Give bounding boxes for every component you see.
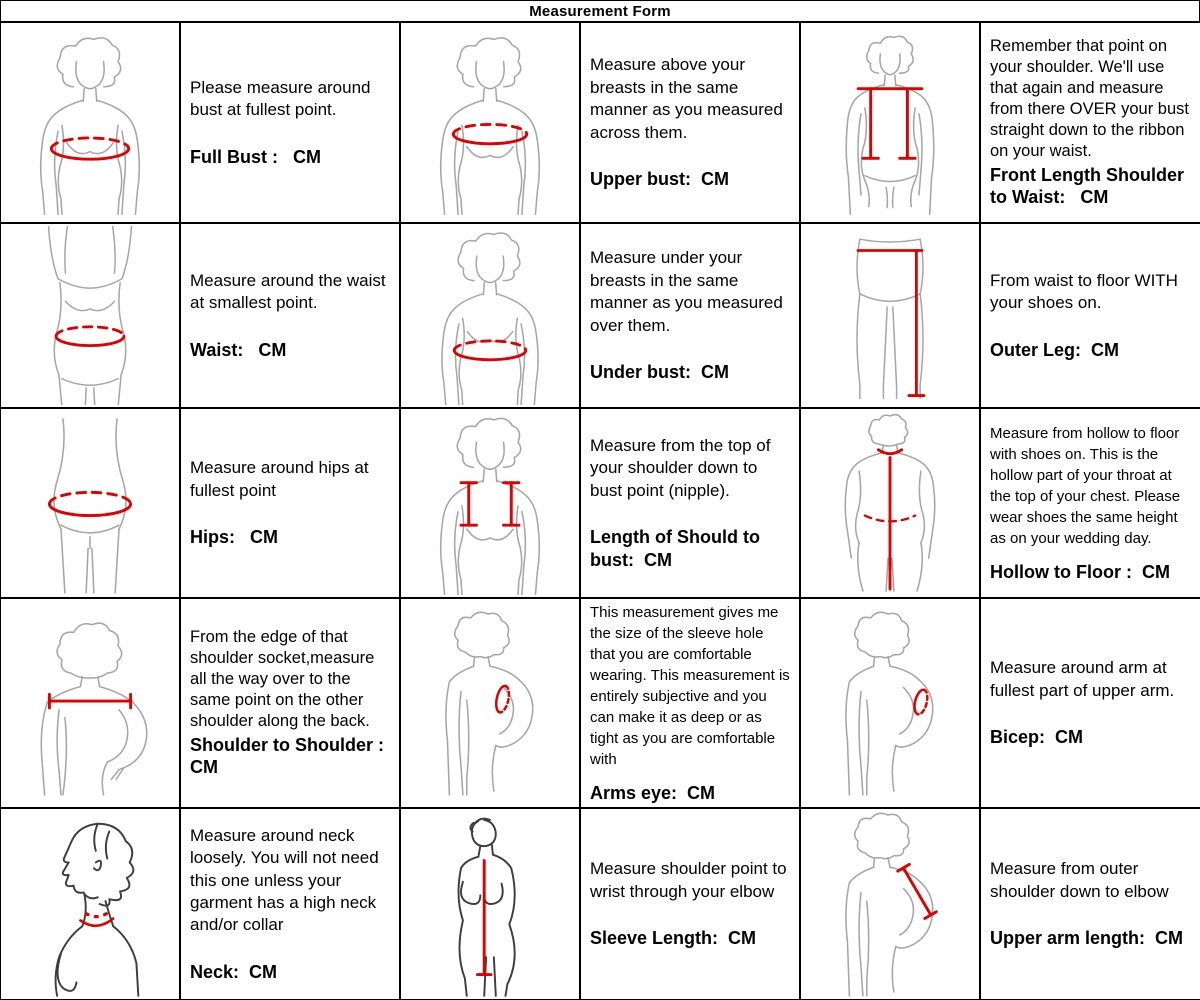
measure-label: Front Length Shoulder to Waist: CM [990,164,1189,208]
shoulder-to-shoulder-figure [1,599,181,809]
outer-leg-cell [981,224,1200,409]
bicep-figure [801,599,981,809]
measure-label: Waist: CM [190,339,287,360]
shoulder-to-bust-cell [581,409,801,599]
measure-desc: Measure around neck loosely. You will not need this one unless your garment has a high neck and/or collar [190,825,379,935]
measure-label: Hips: CM [190,527,278,548]
outer-leg-figure [801,224,981,409]
under-bust-illustration [403,226,577,405]
measure-desc: Measure around the waist at smallest point. [190,270,386,313]
neck-illustration [3,811,177,997]
measure-label: Upper arm length: CM [990,928,1184,949]
full-bust-cell [181,23,401,224]
page-title: Measurement Form [1,1,1199,23]
upper-bust-cell [581,23,801,224]
outer-leg-illustration [803,226,977,405]
sleeve-length-figure [401,809,581,999]
upper-bust-figure [401,23,581,224]
measure-label: Neck: CM [190,961,278,982]
upper-bust-illustration [403,25,577,220]
measurement-grid [1,23,1199,999]
measure-desc: This measurement gives me the size of the sleeve hole that you are comfortable wearing. This measurement is entirely subjective and you can make it as deep or as tight as you are comfortable with [590,603,790,768]
measure-desc: Measure from hollow to floor with shoes on. This is the hollow part of your throat at the top of your chest. Please wear shoes the same height as on your wedding day. [990,424,1181,547]
hollow-to-floor-figure [801,409,981,599]
measure-label: Shoulder to Shoulder : CM [190,734,390,778]
front-length-illustration [803,25,977,220]
bicep-illustration [803,601,977,805]
measure-desc: Measure around arm at fullest part of upper arm. [990,658,1175,700]
bicep-cell [981,599,1200,809]
shoulder-to-bust-illustration [403,411,577,595]
measure-desc: Measure from the top of your shoulder down to bust point (nipple). [590,435,771,500]
sleeve-length-illustration [403,811,577,997]
upper-arm-length-figure [801,809,981,999]
neck-figure [1,809,181,999]
measure-label: Length of Should to bust: CM [590,527,765,570]
sleeve-length-cell [581,809,801,999]
arms-eye-illustration [403,601,577,805]
shoulder-to-bust-figure [401,409,581,599]
hips-cell [181,409,401,599]
waist-cell [181,224,401,409]
hips-figure [1,409,181,599]
hollow-to-floor-cell [981,409,1200,599]
arms-eye-cell [581,599,801,809]
upper-arm-length-cell [981,809,1200,999]
measure-label: Sleeve Length: CM [590,928,757,949]
measure-desc: From waist to floor WITH your shoes on. [990,270,1178,313]
measure-desc: From the edge of that shoulder socket,measure all the way over to the same point on the other shoulder along the back. [190,628,375,730]
measure-desc: Remember that point on your shoulder. We'll use that again and measure from there OVER your bust straight down to the ribbon on your waist. [990,37,1189,160]
measure-desc: Measure shoulder point to wrist through your elbow [590,859,787,901]
measure-desc: Measure from outer shoulder down to elbow [990,859,1169,901]
measure-label: Full Bust : CM [190,146,321,167]
shoulder-to-shoulder-illustration [3,601,177,805]
front-length-figure [801,23,981,224]
upper-arm-length-illustration [803,811,977,997]
measure-label: Outer Leg: CM [990,339,1119,360]
neck-cell [181,809,401,999]
measure-label: Upper bust: CM [590,169,729,190]
full-bust-illustration [3,25,177,220]
hollow-to-floor-illustration [803,411,977,595]
shoulder-to-shoulder-cell [181,599,401,809]
measure-desc: Measure above your breasts in the same manner as you measured across them. [590,55,783,142]
front-length-cell [981,23,1200,224]
arms-eye-figure [401,599,581,809]
measure-desc: Please measure around bust at fullest point. [190,77,371,120]
waist-illustration [3,226,177,405]
full-bust-figure [1,23,181,224]
measure-label: Bicep: CM [990,727,1084,748]
measure-label: Under bust: CM [590,362,729,383]
measure-desc: Measure around hips at fullest point [190,458,369,500]
under-bust-figure [401,224,581,409]
measure-desc: Measure under your breasts in the same manner as you measured over them. [590,248,783,335]
waist-figure [1,224,181,409]
under-bust-cell [581,224,801,409]
hips-illustration [3,411,177,595]
measure-label: Hollow to Floor : CM [990,561,1170,582]
measure-label: Arms eye: CM [590,782,716,803]
